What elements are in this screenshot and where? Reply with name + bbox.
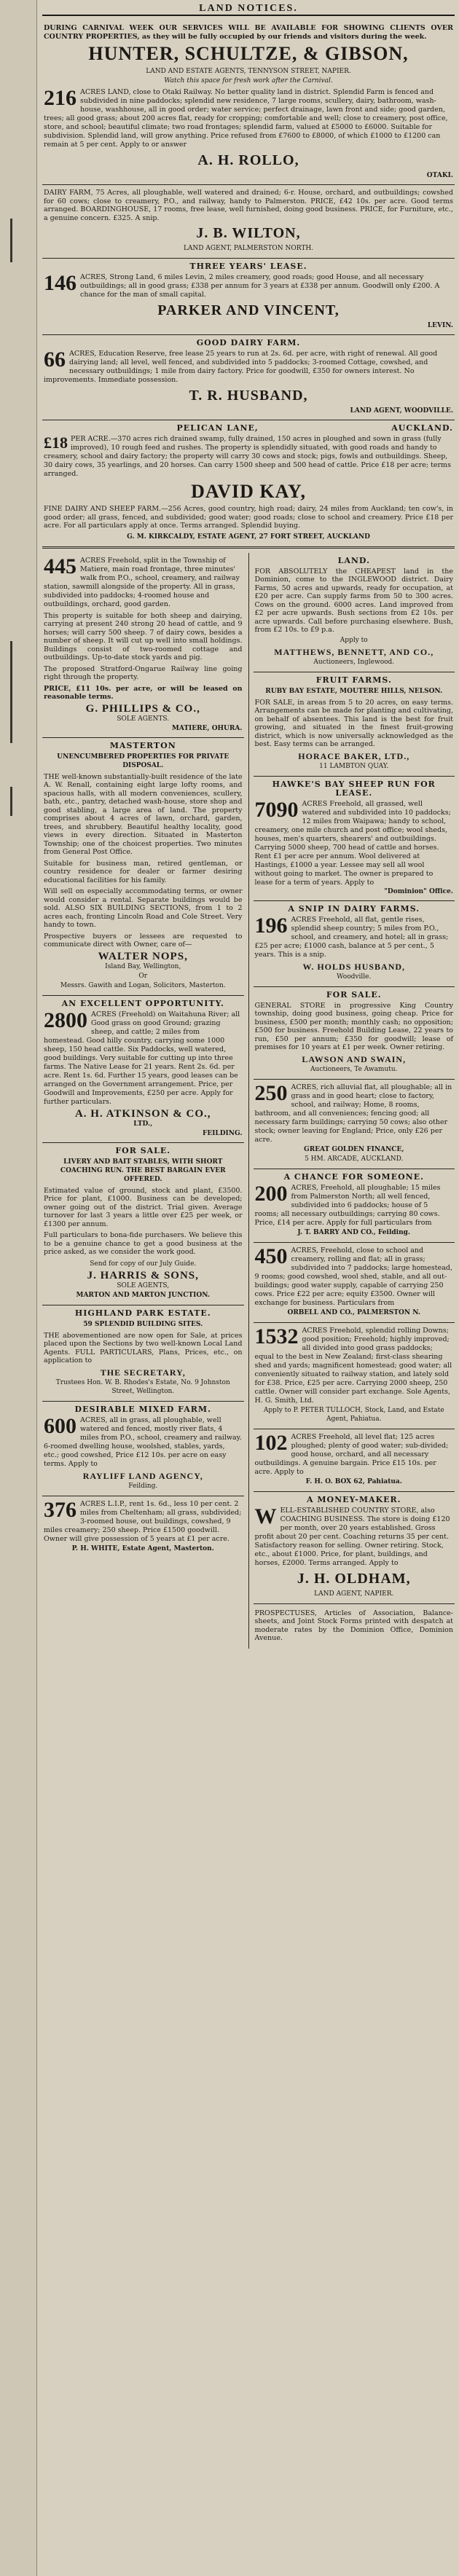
listing-price: PRICE, £11 10s. per acre, or will be leased on reasonable terms. (44, 684, 243, 701)
ad-matiere (42, 553, 244, 738)
ad-subheading: RUBY BAY ESTATE, MOUTERE HILLS, NELSON. (265, 687, 443, 695)
listing-body-4: Prospective buyers or lessees are requested to communicate direct with Owner, care of— (44, 932, 243, 949)
ad-heading-text: PELICAN LANE, (176, 423, 259, 433)
listing-body-2: Full particulars to bona-fide purchasers. We believe this to be a genuine chance to get a good business at the price asked, as we consider the work good. (44, 1231, 243, 1256)
agent-name: A. H. ROLLO, (197, 152, 299, 168)
listing-body-3: The proposed Stratford-Ongarue Railway line going right through the property. (44, 664, 243, 681)
listing-body: PER ACRE.—370 acres rich drained swamp, fully drained, 150 acres in ploughed and sown in grass (fully improved), 10 rough feed and rushes. The property is splendidly situated, with good roads and handy to creamery, school and dairy factory; the property will carry 30 cows and stock; pigs, fowls and outbuildings. Sheep, 30 dairy cows, 35 yearlings, and 20 horses. Can carry 1500 sheep and 500 head of cattle. Price £18 per acre; terms arranged. (44, 435, 451, 478)
ad-lease (42, 1496, 244, 1558)
ad-heading: A MONEY-MAKER. (307, 1494, 401, 1504)
ad-heading: MASTERTON (109, 740, 176, 750)
firm-name: A. H. ATKINSON & CO., (74, 1107, 211, 1120)
ad-heading: GOOD DAIRY FARM. (196, 338, 301, 347)
agent-subtitle: LAND AGENT, WOODVILLE. (350, 407, 453, 415)
listing-acres: 600 (44, 1413, 76, 1438)
ad-money-maker (254, 1492, 455, 1604)
ad-atkinson (42, 996, 244, 1143)
owner-name: WALTER NOPS, (98, 950, 188, 962)
listing-acres: 2800 (44, 1008, 87, 1032)
ad-david-kay (42, 420, 455, 549)
listing-acres: 66 (44, 347, 66, 372)
ad-heading-location: AUCKLAND. (391, 423, 453, 433)
listing-acres: 196 (254, 913, 288, 938)
listing-acres: 450 (254, 1244, 288, 1268)
ad-heading: FRUIT FARMS. (315, 675, 392, 685)
listing-body: FOR ABSOLUTELY the CHEAPEST land in the Dominion, come to the INGLEWOOD district. Dairy Farms, 50 acres and upwards, ready for occupation, at £20 per acre. Can supply farms from 50 to 300 acres. Cows on the ground. 6000 acres. Land improved from £2 per acre upwards. Bush sections from £2 10s. per acre upwards. Call before purchasing elsewhere. Bush, from £2 10s. to £9 p.a. (254, 567, 453, 634)
listing-body: ACRES, Strong Land, 6 miles Levin, 2 miles creamery, good roads; good House, and all necessary outbuildings; all in good grass; £338 per annum for 3 years at £338 per annum. Goodwill only £200. A chance for the man of small capital. (80, 273, 440, 299)
left-column (42, 553, 249, 1649)
agent-line: G. M. KIRKCALDY, ESTATE AGENT, 27 FORT STREET, AUCKLAND (127, 533, 370, 541)
ad-ruby-bay (254, 672, 455, 777)
guide-note: Send for copy of our July Guide. (90, 1260, 197, 1268)
ad-heading: HIGHLAND PARK ESTATE. (74, 1308, 211, 1318)
listing-price: £18 (44, 433, 68, 452)
ad-prospectuses (254, 1604, 455, 1649)
ad-heading (44, 424, 453, 433)
ad-note: Watch this space for fresh work after the Carnival. (164, 77, 333, 85)
agency-name: RAYLIFF LAND AGENCY, (82, 1470, 203, 1481)
ad-subheading: UNENCUMBERED PROPERTIES FOR PRIVATE DISPOSAL. (57, 753, 230, 769)
firm-location: MATIERE, OHURA. (171, 724, 243, 732)
listing-acres: 445 (44, 554, 76, 578)
agent-location: Woodville. (337, 973, 372, 981)
agent-subtitle: LAND AGENT, NAPIER. (314, 1590, 394, 1598)
listing-body: ACRES, Freehold, close to school and creamery, rolling and flat; all in grass; subdivided into 7 paddocks; large homestead, 9 rooms; good cowshed, wool shed, stable, and all out-buildings; good water supply, capable of carrying 250 cows. Price £22 per acre; equity £3500. Owner will exchange for business. Particulars from (254, 1246, 452, 1307)
listing-body: ACRES Freehold, all grassed, well watered and subdivided into 10 paddocks; 12 miles from Waipawa; handy to school, creamery, one mile church and post office; wool sheds, houses, men's quarters, shearers' and outbuildings. Carrying 5000 sheep, 700 head of cattle and horses. Rent £1 per acre per annum. Wool delivered at Hastings, £1000 a year. Lessee may sell all wool without going to market. The owner is prepared to lease for a term of years. Apply to (254, 799, 451, 887)
page-margin (0, 0, 37, 2576)
ad-general-store (254, 987, 455, 1080)
listing-body-2: This property is suitable for both sheep and dairying, carrying at present 240 strong 20 head of cattle, and 9 horses; will carry 500 sheep. 7 of dairy cows, besides a number of sheep. It will cut up well into small holdings. Buildings consist of two-roomed cottage and outbuildings. Up-to-date stock yards and pig. (44, 611, 243, 661)
listing-body: PROSPECTUSES, Articles of Association, Balance-sheets, and Joint Stock Forms printed with despatch at moderate rates by the Dominion Office, Dominion Avenue. (254, 1609, 453, 1642)
firm-address: 5 HM. ARCADE, AUCKLAND. (305, 1155, 404, 1163)
firm-name: HUNTER, SCHULTZE, & GIBSON, (88, 43, 409, 64)
firm-location: LEVIN. (427, 322, 453, 329)
ad-heading: AN EXCELLENT OPPORTUNITY. (61, 998, 224, 1008)
firm-location: Auctioneers, Inglewood. (313, 658, 395, 666)
agent-line: F. H. O. BOX 62, Pahiatua. (305, 1477, 402, 1485)
ad-mixed-farm (42, 1402, 244, 1496)
owner-address: Island Bay, Wellington, (105, 962, 181, 970)
ad-inglewood (254, 553, 455, 672)
section-title: LAND NOTICES. (42, 4, 455, 16)
firm-ltd: LTD., (133, 1120, 153, 1128)
listing-body: ACRES (Freehold) on Waitahuna River; all Good grass on good Ground; grazing sheep, and cattle; 2 miles from homestead. Good hilly country, carrying some 1000 sheep, 150 head cattle. Six Paddocks, well watered, good buildings. Very suitable for cutting up into three farms. The Native Lease for 21 years. Rent 2s. 6d. per acre. Rent 1s. 6d. Further 15 years, good leases can be arranged on the Government arrangement. Price, per Goodwill and Improvements, £250 per acre. Apply for further particulars. (44, 1010, 240, 1106)
listing-body: ACRES Freehold, all flat, gentle rises, splendid sheep country; 5 miles from P.O., school, and creamery, and hotel; all in grass; £25 per acre; £1000 cash, balance at 5 per cent., 5 years. This is a snip. (254, 915, 449, 959)
listing-body: ELL-ESTABLISHED COUNTRY STORE, also COACHING BUSINESS. The store is doing £120 per month, over 20 years established. Gross profit about 20 per cent. Coaching returns 35 per cent. Satisfactory reason for selling. Owner retiring. Stock, etc., about £1000. Price, for plant, buildings, and horses, £2000. Terms arranged. Apply to (254, 1506, 450, 1567)
ad-husband (42, 335, 455, 420)
ad-livery-stables (42, 1143, 244, 1305)
reference: "Dominion" Office. (384, 887, 453, 895)
newspaper-page (42, 4, 455, 1649)
listing (44, 88, 453, 149)
listing-body: ACRES, all in grass, all ploughable, well watered and fenced, mostly river flats, 4 miles from P.O., school, creamery and railway. 6-roomed dwelling house, woolshed, stables, yards, etc.; good cowshed, Price £12 10s. per acre on easy terms. Apply to (44, 1415, 242, 1468)
listing-body: ACRES L.I.P., rent 1s. 6d., less 10 per cent. 2 miles from Cheltenham; all grass, subdivided; 3-roomed house, out buildings, cowshed, 9 miles creamery; 250 sheep. Price £1500 goodwill. Owner will give possession of 5 years at £1 per acre. (44, 1499, 242, 1543)
margin-mark (10, 641, 12, 743)
listing-body-2: Suitable for business man, retired gentleman, or country residence for dealer or farmer desiring educational facilities for his family. (44, 859, 243, 884)
ad-level-flat (254, 1429, 455, 1492)
firm-location: FEILDING. (202, 1129, 243, 1137)
margin-mark (10, 787, 12, 816)
firm-name: DAVID KAY, (191, 481, 306, 502)
listing-body-3: Will sell on especially accommodating terms, or owner would consider a rental. Separate buildings would be sold. ALSO SIX BUILDING SECTIONS, from 1 to 2 acres each, fronting Lincoln Road and Cole Street. Very handy to town. (44, 887, 243, 929)
listing-body: ACRES Freehold, split in the Township of Matiere, main road frontage, three minutes' walk from P.O., school, creamery, and railway station, sawmill alongside of the property. All in grass, subdivided into paddocks; 4-roomed house and outbuildings, orchard, good garden. (44, 556, 240, 608)
ad-dairy-snip (254, 901, 455, 987)
listing-acres: 102 (254, 1430, 288, 1455)
margin-mark (10, 219, 12, 262)
two-column-section (42, 553, 455, 1649)
agent-name: T. R. HUSBAND, (189, 388, 308, 404)
ad-heading: LAND. (337, 555, 370, 565)
listing-acres: 376 (44, 1497, 76, 1522)
owner-or: Or (138, 972, 148, 980)
listing-acres: 200 (254, 1181, 288, 1206)
listing-body: GENERAL STORE in progressive King Country township, doing good business, going cheap. Price for business, £500 per month; monthly cash; no opposition; £500 for business. Freehold Building Lease, 22 years to run, £50 per annum; £350 for goodwill; lease of premises for 10 years at £1 per week. Owner retiring. (254, 1001, 453, 1051)
agent-name: HORACE BAKER, LTD., (298, 750, 410, 761)
ad-highland-park (42, 1305, 244, 1402)
agent-address: 11 LAMBTON QUAY. (319, 762, 389, 770)
firm-location: Auctioneers, Te Awamutu. (310, 1065, 398, 1073)
ad-heading: HAWKE'S BAY SHEEP RUN FOR LEASE. (272, 779, 436, 798)
firm-role: SOLE AGENTS. (117, 715, 170, 723)
ad-heading: THREE YEARS' LEASE. (189, 262, 307, 271)
listing-body: ACRES, Education Reserve, free lease 25 years to run at 2s. 6d. per acre, with right of renewal. All good dairying land; all level, well fenced, and subdivided into 5 paddocks; 3-roomed Cottage, cowshed, and necessary outbuildings; 1 mile from dairy factory. Price for goodwill, £350 for owners interest. No improvements. Immediate possession. (44, 350, 438, 384)
ad-heading: DESIRABLE MIXED FARM. (74, 1404, 211, 1414)
ad-hawkes-bay (254, 777, 455, 901)
agent-line: P. H. WHITE, Estate Agent, Masterton. (71, 1544, 214, 1552)
ad-heading: FOR SALE. (115, 1145, 171, 1155)
firm-location: MARTON AND MARTON JUNCTION. (76, 1291, 210, 1299)
secretary-address: Trustees Hon. W. B. Rhodes's Estate, No. 9 Johnston Street, Wellington. (55, 1378, 230, 1395)
listing-acres: 216 (44, 86, 76, 110)
listing-acres: 250 (254, 1080, 288, 1105)
solicitors: Messrs. Gawith and Logan, Solicitors, Masterton. (60, 981, 226, 989)
ad-subheading: LIVERY AND BAIT STABLES, WITH SHORT COACHING RUN. THE BEST BARGAIN EVER OFFERED. (60, 1158, 226, 1183)
ad-subheading: 59 SPLENDID BUILDING SITES. (83, 1320, 203, 1328)
secretary-name: THE SECRETARY, (100, 1367, 186, 1378)
agency-location: Feilding. (128, 1482, 158, 1490)
agent-line: J. T. BARRY AND CO., Feilding. (297, 1228, 411, 1236)
listing-body: ACRES, rich alluvial flat, all ploughable; all in grass and in good heart; close to factory, school, and railway; Home, 8 rooms, bathroom, and all conveniences; fencing good; all necessary farm buildings; carrying 50 cows; also other stock; owner leaving for England; Price, only £26 per acre. (254, 1083, 452, 1144)
firm-name: J. HARRIS & SONS, (87, 1269, 199, 1281)
agent-name: J. H. OLDHAM, (297, 1570, 411, 1587)
listing-acres: 146 (44, 271, 76, 295)
firm-name: G. PHILLIPS & CO., (85, 702, 200, 715)
ad-rolling-downs (254, 1323, 455, 1429)
listing-body: FOR SALE, in areas from 5 to 20 acres, on easy terms. Arrangements can be made for planting and cultivating, on behalf of absentees. This land is the best for fruit growing, and situated in the finest fruit-growing district, which is now universally acknowledged as the best. Easy terms can be arranged. (254, 698, 453, 748)
agent-line: ORBELL AND CO., PALMERSTON N. (287, 1308, 420, 1316)
firm-subtitle: LAND AND ESTATE AGENTS, TENNYSON STREET, NAPIER. (146, 68, 351, 75)
firm-name: PARKER AND VINCENT, (157, 302, 340, 318)
listing-body-2: FINE DAIRY AND SHEEP FARM.—256 Acres, good country, high road; dairy, 24 miles from Auckland; ten cow's, in good order; all grass, fenced, and subdivided; good water; good roads; close to school and creamery. Price £18 per acre. For all particulars apply at once. Terms arranged. Splendid buying. (44, 505, 453, 530)
ad-parker-vincent (42, 259, 455, 335)
ad-alluvial-flat (254, 1080, 455, 1169)
agent-location: OTAKI. (426, 172, 453, 179)
listing-body: THE abovementioned are now open for Sale, at prices placed upon the Sections by two well-known Local Land Agents. FULL PARTICULARS, Plans, Prices, etc., on application to (44, 1331, 243, 1364)
ad-cows (254, 1243, 455, 1323)
listing-body: ACRES, Freehold, all ploughable; 15 miles from Palmerston North; all well fenced, subdivided into 6 paddocks; house of 5 rooms; all necessary outbuildings; carrying 80 cows. Price, £14 per acre. Apply for full particulars from (254, 1183, 441, 1227)
apply-line: Apply to P. PETER TULLOCH, Stock, Land, and Estate Agent, Pahiatua. (263, 1406, 444, 1423)
listing-acres: 7090 (254, 797, 299, 822)
firm-name: GREAT GOLDEN FINANCE, (304, 1145, 404, 1153)
ad-wilton (42, 185, 455, 259)
right-column (249, 553, 455, 1649)
ad-masterton (42, 738, 244, 996)
listing-acres: 1532 (254, 1324, 299, 1348)
agent-subtitle: LAND AGENT, PALMERSTON NORTH. (183, 245, 314, 252)
firm-name: LAWSON AND SWAIN, (302, 1053, 407, 1064)
listing-body: Estimated value of ground, stock and plant, £3500. Price for plant, £1000. Business can be developed; owner going out of the district. Trial given. Average turnover for last 3 years a little over £25 per week, or £1300 per annum. (44, 1186, 243, 1228)
ad-heading: FOR SALE. (326, 989, 382, 1000)
ad-heading: A CHANCE FOR SOMEONE. (283, 1171, 424, 1182)
ad-heading: A SNIP IN DAIRY FARMS. (288, 903, 420, 914)
ad-intro: DURING CARNIVAL WEEK OUR SERVICES WILL BE AVAILABLE FOR SHOWING CLIENTS OVER COUNTRY PROPERTIES, as they will be fully occupied by our friends and visitors during the week. (44, 24, 453, 41)
listing-body: THE well-known substantially-built residence of the late A. W. Renall, containing eight large lofty rooms, and spacious halls, with all modern conveniences, scullery, bath, etc., pantry, detached wash-house, store shop and good stabling, a large area of land. The property comprises about 4 acres of lawn, orchard, garden, trees, and shrubbery. Beautiful healthy locality, good views in every direction. Situated in Masterton Township; one of the choicest properties. Two minutes from General Post Office. (44, 772, 243, 856)
drop-cap: W (254, 1504, 277, 1528)
listing-body: ACRES Freehold, all level flat; 125 acres ploughed; plenty of good water; sub-divided; good house, orchard, and all necessary outbuildings. A genuine bargain. Price £15 10s. per acre. Apply to (254, 1432, 449, 1476)
firm-name: MATTHEWS, BENNETT, AND CO., (274, 646, 434, 657)
listing-body: ACRES Freehold, splendid rolling Downs; good position; Freehold; highly improved; all divided into good grass paddocks; equal to the best in New Zealand; first-class shearing shed and yards; magnificent homestead; good water; all conveniently situated to railway station, and lately sold for £38. Price, £25 per acre. Carrying 2000 sheep, 250 cattle. Owner will consider part exchange. Sole Agents, H. G. Smith, Ltd. (254, 1326, 452, 1405)
listing-body: ACRES LAND, close to Otaki Railway. No better quality land in district. Splendid Farm is fenced and subdivided in nine paddocks; splendid new residence, 7 large rooms, scullery, dairy, bathroom, wash-house, washhouse, all in good order; water service; perfect drainage, lawn front and side; good garden, trees; all good grass; about 200 acres flat, ready for cropping; comfortable and well; close to creamery, post office, store, and school; beautiful climate; two road frontages; splendid farm, valued at £5000 to £6000. Suitable for subdivision. Splendid land, will grow anything. Price refused from £7600 to £8000, of which £1000 to £1200 can remain at 5 per cent. Apply to or answer (44, 88, 448, 149)
agent-name: W. HOLDS HUSBAND, (302, 961, 406, 972)
apply-to: Apply to (340, 636, 368, 644)
ad-chance (254, 1169, 455, 1243)
firm-role: SOLE AGENTS, (117, 1281, 170, 1289)
listing-body: DAIRY FARM, 75 Acres, all ploughable, well watered and drained; 6-r. House, orchard, and outbuildings; cowshed for 60 cows; close to creamery, P.O., and railway, handy to Palmerston. PRICE, £42 10s. per acre. Good terms arranged. BOARDINGHOUSE, 17 rooms, free lease, well furnished, doing good business. PRICE, for Furniture, etc., a genuine concern. £325. A snip. (44, 189, 453, 222)
ad-hunter-schultze-gibson (42, 20, 455, 185)
agent-name: J. B. WILTON, (196, 225, 301, 241)
